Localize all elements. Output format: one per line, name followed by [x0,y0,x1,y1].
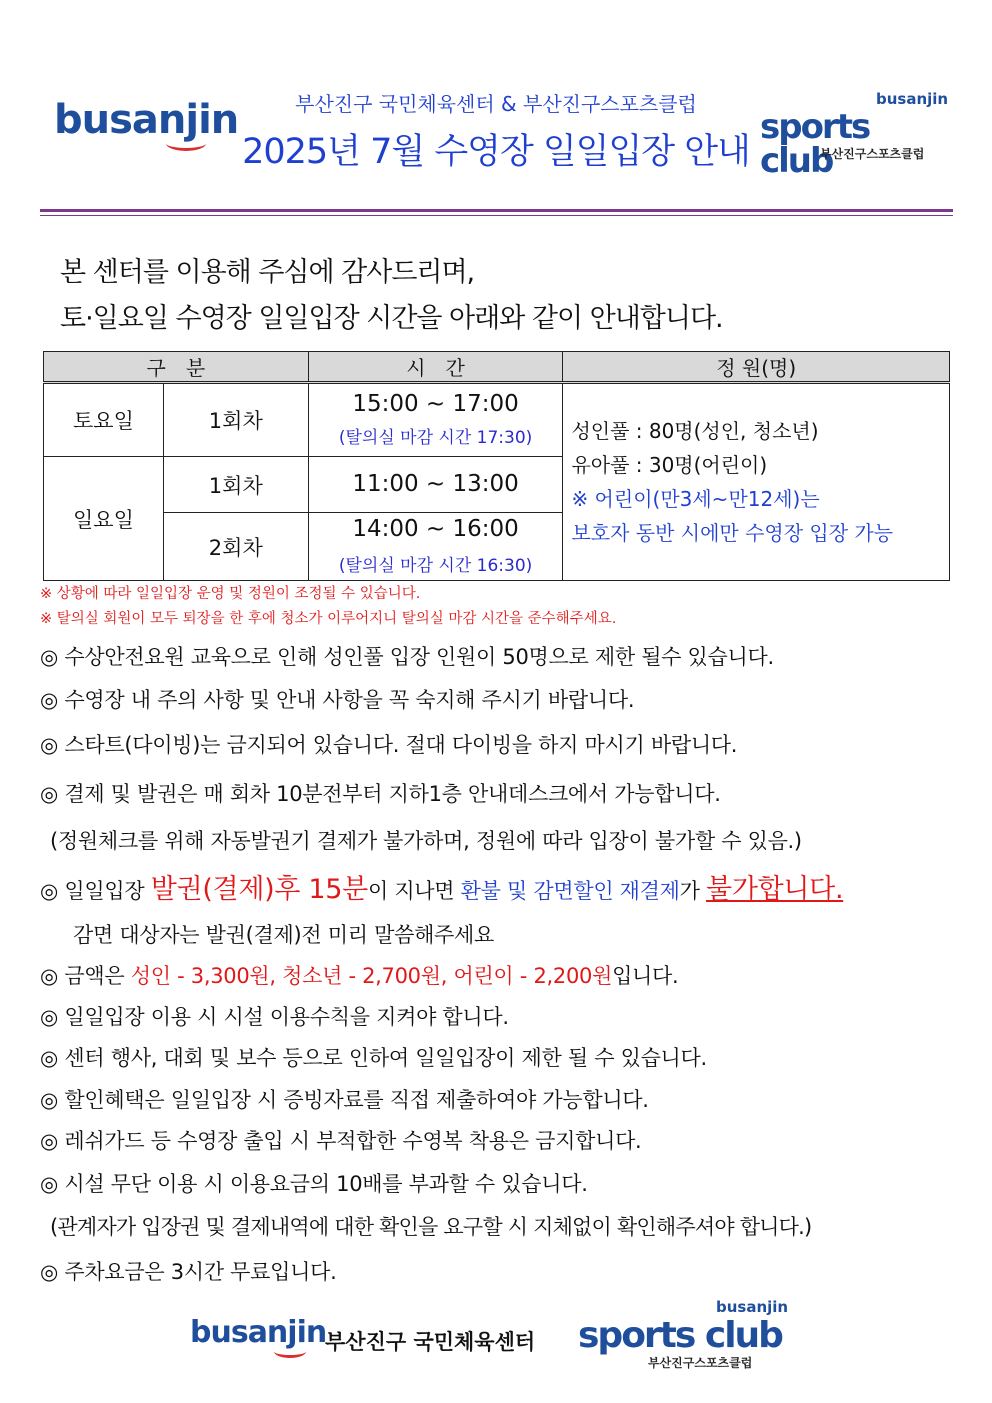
bullet-icon: ◎ [40,1046,59,1070]
header-logo-sports-club: busanjin sports club 부산진구스포츠클럽 [760,90,949,181]
bullet-icon: ◎ [40,688,59,712]
header-time: 시 간 [308,352,563,383]
day-saturday: 토요일 [44,383,164,457]
bullet-icon: ◎ [40,782,59,806]
notice-line: ◎ 금액은 성인 - 3,300원, 청소년 - 2,700원, 어린이 - 2,200원입니다. [40,964,679,988]
day-sunday: 일요일 [44,457,164,581]
notice-line: ◎ 센터 행사, 대회 및 보수 등으로 인하여 일일입장이 제한 될 수 있습니다. [40,1046,707,1070]
header-divider-thin [40,215,953,216]
bullet-icon: ◎ [40,1260,59,1284]
notice-sub-line: (관계자가 입장권 및 결제내역에 대한 확인을 요구할 시 지체없이 확인해주셔야 합니다.) [50,1215,812,1239]
capacity-child: 유아풀 : 30명(어린이) [571,453,768,477]
notice-line: ◎ 시설 무단 이용 시 이용요금의 10배를 부과할 수 있습니다. [40,1172,588,1196]
header-logo-busanjin: busanjin [54,100,224,156]
bullet-icon: ◎ [40,1088,59,1112]
page-title: 2025년 7월 수영장 일일입장 안내 [242,132,750,172]
notice-line: ◎ 결제 및 발권은 매 회차 10분전부터 지하1층 안내데스크에서 가능합니다. [40,782,721,806]
warning-line: ※ 상황에 따라 일일입장 운영 및 정원이 조정될 수 있습니다. [40,586,421,602]
notice-line: ◎ 할인혜택은 일일입장 시 증빙자료를 직접 제출하여야 가능합니다. [40,1088,649,1112]
bullet-icon: ◎ [40,733,59,757]
time-range: 14:00 ~ 16:00 [352,516,519,543]
smile-mark [274,1345,306,1358]
time-cell [308,513,563,581]
header-category: 구 분 [44,352,309,383]
bullet-icon: ◎ [40,879,59,903]
bullet-icon: ◎ [40,1005,59,1029]
bullet-icon: ◎ [40,645,59,669]
time-cell [308,383,563,457]
notice-line: ◎ 스타트(다이빙)는 금지되어 있습니다. 절대 다이빙을 하지 마시기 바랍니다. [40,733,738,757]
warning-line: ※ 탈의실 회원이 모두 퇴장을 한 후에 청소가 이루어지니 탈의실 마감 시간을 준수해주세요. [40,611,617,627]
bullet-icon: ◎ [40,964,59,988]
capacity-cell [563,383,950,581]
capacity-note-2: 보호자 동반 시에만 수영장 입장 가능 [571,521,894,545]
footer-logo-sports-club: busanjin sports club 부산진구스포츠클럽 [578,1298,789,1370]
notice-line: ◎ 레쉬가드 등 수영장 출입 시 부적합한 수영복 착용은 금지합니다. [40,1129,642,1153]
locker-note: (탈의실 마감 시간 16:30) [338,555,533,576]
time-range: 15:00 ~ 17:00 [352,390,519,417]
schedule-table [43,351,950,581]
notice-line: ◎ 일일입장 이용 시 시설 이용수칙을 지켜야 합니다. [40,1005,509,1029]
notice-line: ◎ 일일입장 발권(결제)후 15분이 지나면 환불 및 감면할인 재결제가 불가합니다. [40,874,844,905]
footer-center-name: 부산진구 국민체육센터 [325,1330,536,1354]
intro-line-1: 본 센터를 이용해 주심에 감사드리며, [60,257,475,288]
notice-line: ◎ 주차요금은 3시간 무료입니다. [40,1260,337,1284]
capacity-note-1: ※ 어린이(만3세~만12세)는 [571,487,820,511]
session-label: 1회차 [163,383,308,457]
header-divider [40,209,953,212]
notice-sub-line: 감면 대상자는 발권(결제)전 미리 말씀해주세요 [73,923,495,947]
header-capacity: 정 원(명) [563,352,950,383]
capacity-adult: 성인풀 : 80명(성인, 청소년) [571,419,819,443]
session-label: 2회차 [163,513,308,581]
notice-line: ◎ 수상안전요원 교육으로 인해 성인풀 입장 인원이 50명으로 제한 될수 있습니다. [40,645,774,669]
table-row-saturday [44,383,950,457]
intro-line-2: 토·일요일 수영장 일일입장 시간을 아래와 같이 안내합니다. [60,303,723,334]
notice-line: ◎ 수영장 내 주의 사항 및 안내 사항을 꼭 숙지해 주시기 바랍니다. [40,688,635,712]
notice-sub-line: (정원체크를 위해 자동발권기 결제가 불가하며, 정원에 따라 입장이 불가할 수 있음.) [50,829,802,853]
footer-logo-busanjin: busanjin [190,1318,320,1366]
time-range: 11:00 ~ 13:00 [308,457,563,513]
bullet-icon: ◎ [40,1129,59,1153]
session-label: 1회차 [163,457,308,513]
header-subtitle: 부산진구 국민체육센터 & 부산진구스포츠클럽 [295,92,697,116]
table-header-row [44,352,950,383]
bullet-icon: ◎ [40,1172,59,1196]
locker-note: (탈의실 마감 시간 17:30) [338,428,533,449]
